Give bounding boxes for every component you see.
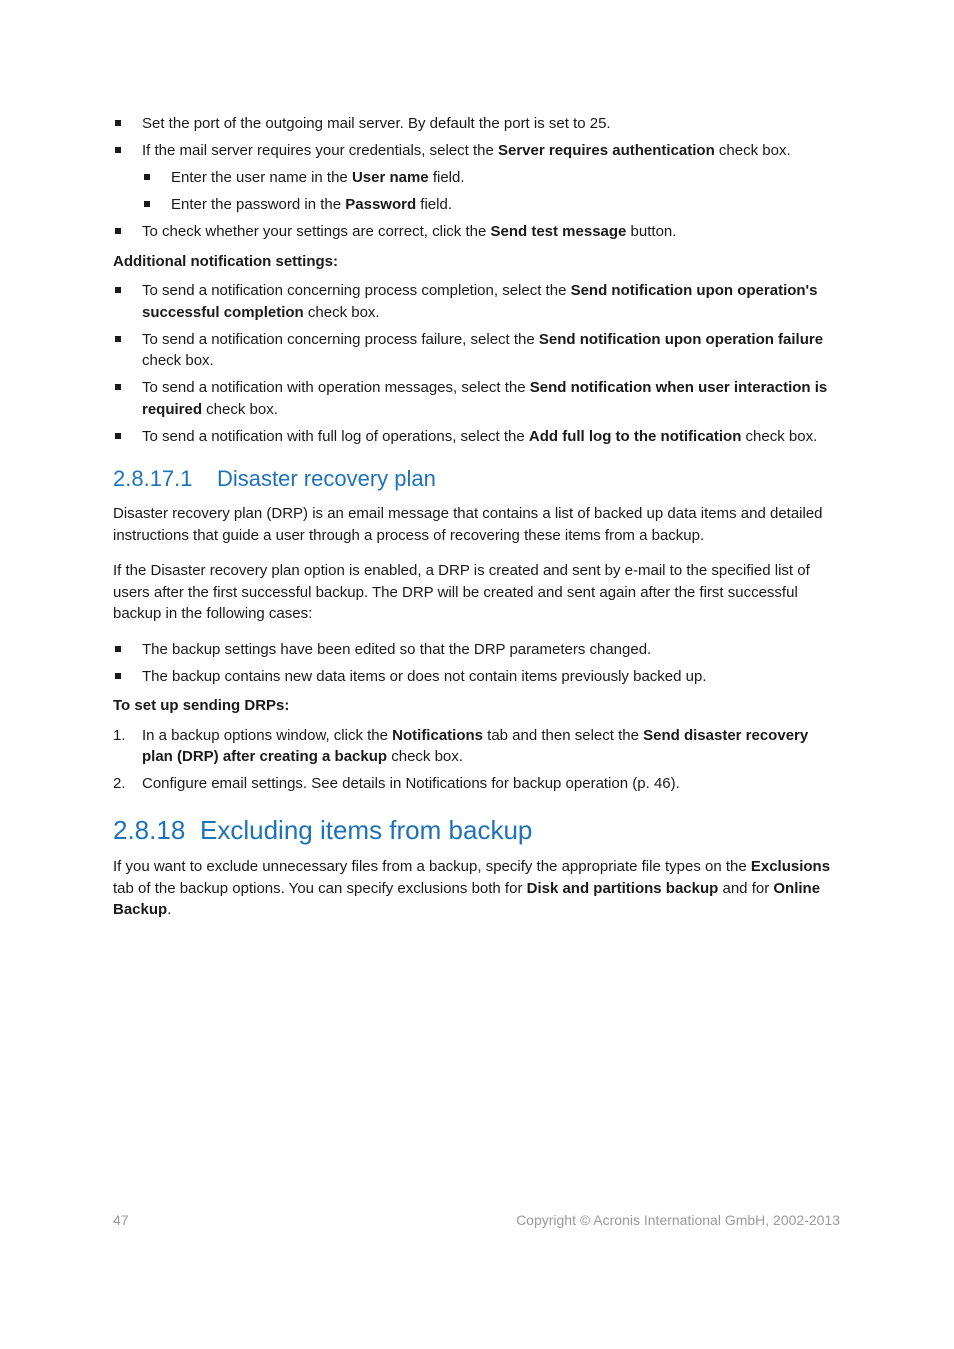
page-number: 47 [113,1212,129,1228]
mail-settings-list [113,113,840,243]
list-item: To send a notification with operation messages, select the Send notification when user interaction is required check box. [113,377,840,420]
credentials-sublist [142,167,840,216]
section-title: Disaster recovery plan [217,466,436,491]
section-number: 2.8.18 [113,815,186,845]
section-number: 2.8.17.1 [113,466,193,491]
drp-paragraph-1: Disaster recovery plan (DRP) is an email message that contains a list of backed up data items and detailed instructions that guide a user through a process of recovering these items from a backup. [113,505,823,544]
drp-paragraph-2: If the Disaster recovery plan option is enabled, a DRP is created and sent by e-mail to the specified list of users after the first successful backup. The DRP will be created and sent again after the first successful backup in the following cases: [113,562,810,622]
section-title: Excluding items from backup [200,815,533,845]
list-item: 2. Configure email settings. See details in Notifications for backup operation (p. 46). [113,773,840,795]
list-item: To send a notification concerning process completion, select the Send notification upon operation's successful completion check box. [113,280,840,323]
drp-cases-list [113,639,840,688]
additional-settings-label: Additional notification settings: [113,252,338,270]
list-item: Enter the password in the Password field. [142,194,840,216]
page-content [113,113,840,935]
list-item: Enter the user name in the User name field. [142,167,840,189]
list-item: To check whether your settings are correct, click the Send test message button. [113,221,840,243]
additional-settings-list [113,280,840,447]
step-number: 1. [113,726,126,744]
copyright-notice: Copyright © Acronis International GmbH, 2002-2013 [516,1212,840,1228]
list-item: The backup settings have been edited so that the DRP parameters changed. [113,639,840,661]
exclusions-paragraph: If you want to exclude unnecessary files from a backup, specify the appropriate file types on the Exclusions tab of the backup options. You can specify exclusions both for Disk and partitions backup and for Online Backup. [113,858,831,918]
setup-steps-list [113,725,840,795]
list-item: The backup contains new data items or does not contain items previously backed up. [113,666,840,688]
drp-section-heading [113,465,840,493]
list-item: If the mail server requires your credentials, select the Server requires authentication check box. Enter the user name in the User name field. Enter the password in the Password field. [113,140,840,216]
list-item: To send a notification with full log of operations, select the Add full log to the notification check box. [113,426,840,448]
list-item: To send a notification concerning process failure, select the Send notification upon operation failure check box. [113,329,840,372]
list-item: Set the port of the outgoing mail server. By default the port is set to 25. [113,113,840,135]
list-item: 1. In a backup options window, click the Notifications tab and then select the Send disaster recovery plan (DRP) after creating a backup check box. [113,726,809,765]
setup-drp-label: To set up sending DRPs: [113,697,290,714]
step-number: 2. [113,774,126,792]
exclusions-section-heading [113,814,840,846]
